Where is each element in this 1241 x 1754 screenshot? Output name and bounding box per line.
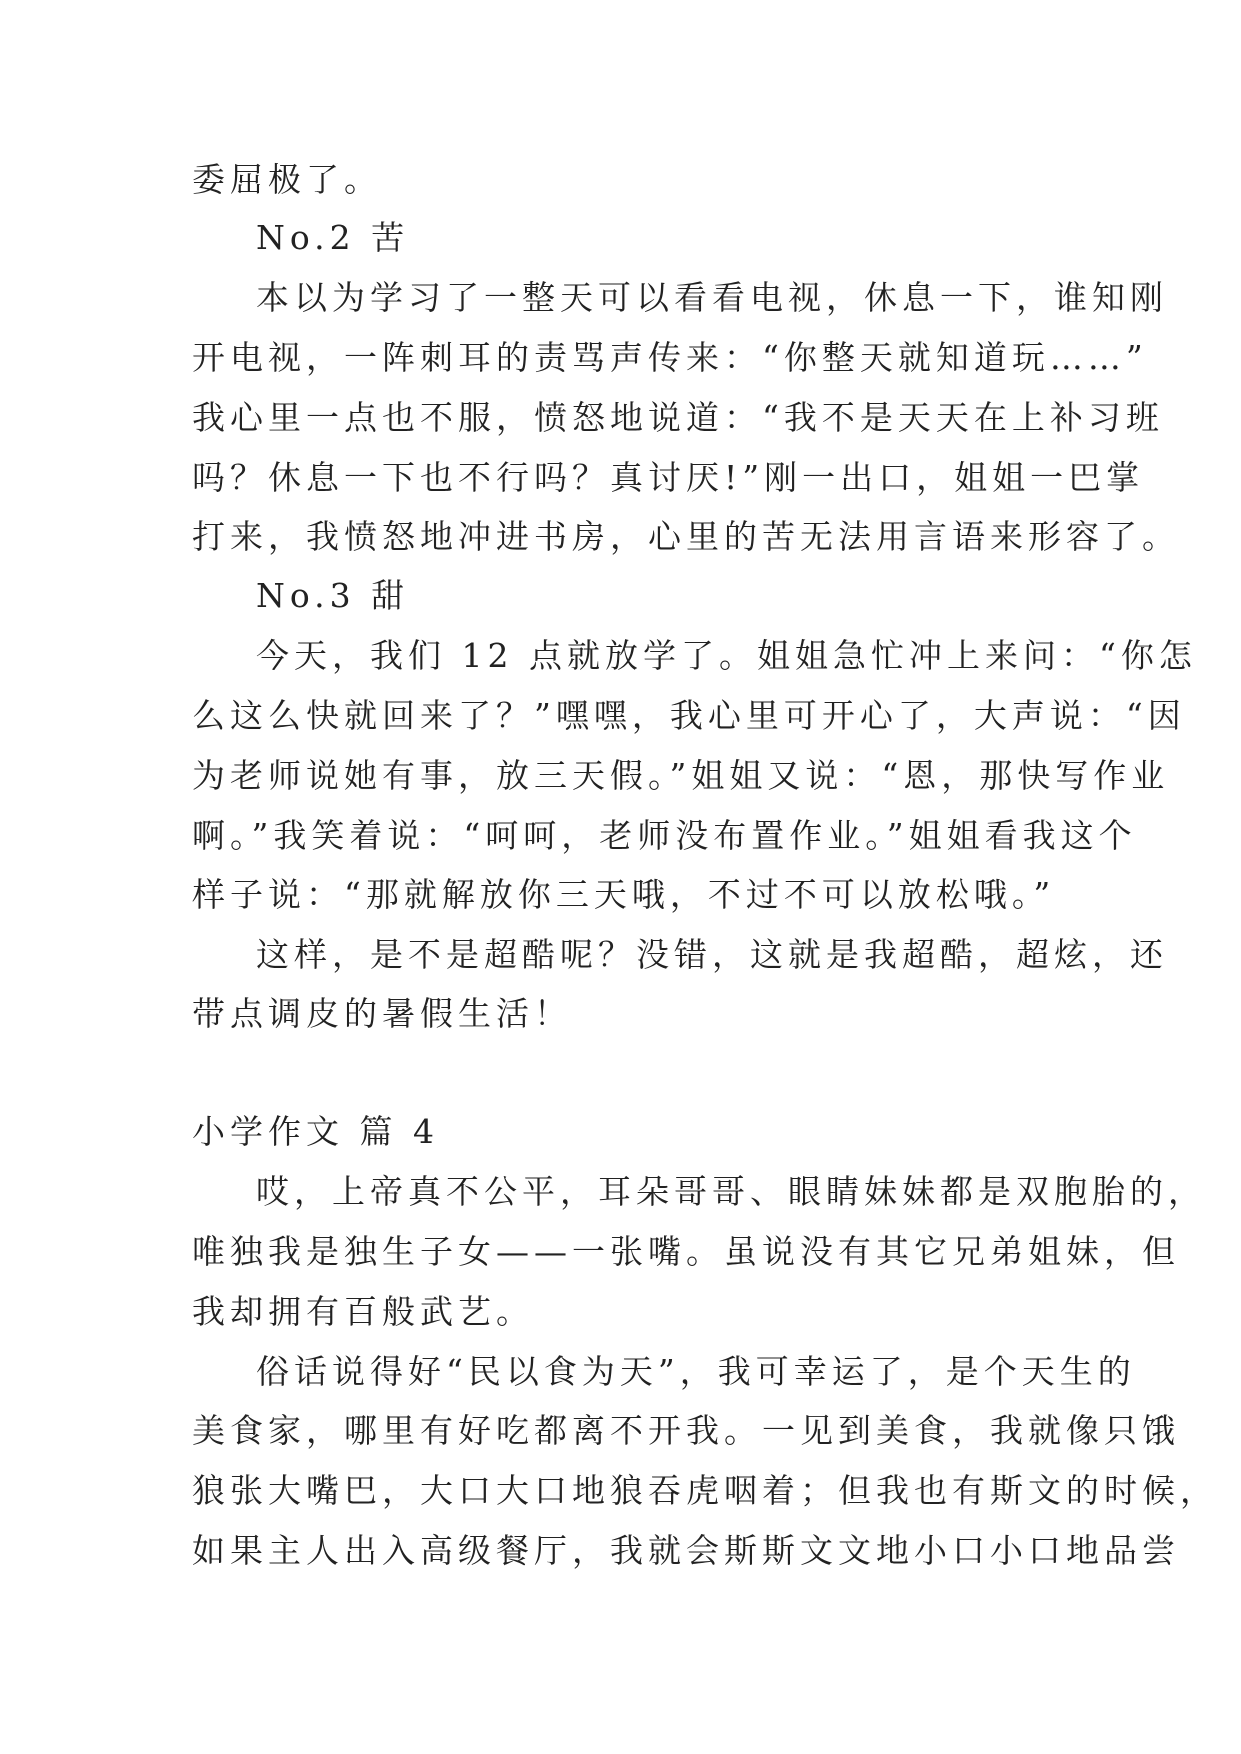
text-line: 为老师说她有事，放三天假。”姐姐又说：“恩，那快写作业: [192, 756, 1170, 795]
text-line: 我却拥有百般武艺。: [192, 1292, 534, 1331]
text-line: 带点调皮的暑假生活！: [192, 994, 572, 1033]
text-line: 唯独我是独生子女——一张嘴。虽说没有其它兄弟姐妹，但: [192, 1232, 1180, 1271]
text-line: 本以为学习了一整天可以看看电视，休息一下，谁知刚: [256, 278, 1168, 317]
text-line: 吗？休息一下也不行吗？真讨厌!”刚一出口，姐姐一巴掌: [192, 458, 1145, 497]
text-line: 啊。”我笑着说：“呵呵，老师没布置作业。”姐姐看我这个: [192, 816, 1137, 855]
text-line: 这样，是不是超酷呢？没错，这就是我超酷，超炫，还: [256, 935, 1168, 974]
text-line: 今天，我们 12 点就放学了。姐姐急忙冲上来问：“你怎: [256, 636, 1197, 675]
text-line: 我心里一点也不服，愤怒地说道：“我不是天天在上补习班: [192, 398, 1164, 437]
text-line: 打来，我愤怒地冲进书房，心里的苦无法用言语来形容了。: [192, 517, 1180, 556]
section-heading: No.2 苦: [256, 218, 410, 257]
text-line: 样子说：“那就解放你三天哦，不过不可以放松哦。”: [192, 875, 1056, 914]
text-line: 狼张大嘴巴，大口大口地狼吞虎咽着；但我也有斯文的时候，: [192, 1471, 1218, 1510]
text-line: 美食家，哪里有好吃都离不开我。一见到美食，我就像只饿: [192, 1411, 1180, 1450]
text-line: 如果主人出入高级餐厅，我就会斯斯文文地小口小口地品尝: [192, 1531, 1180, 1570]
article-heading: 小学作文 篇 4: [192, 1112, 439, 1151]
section-heading: No.3 甜: [256, 576, 410, 615]
text-line: 委屈极了。: [192, 160, 382, 199]
text-line: 哎，上帝真不公平，耳朵哥哥、眼睛妹妹都是双胞胎的，: [256, 1172, 1206, 1211]
text-line: 俗话说得好“民以食为天”，我可幸运了，是个天生的: [256, 1352, 1136, 1391]
text-line: 开电视，一阵刺耳的责骂声传来：“你整天就知道玩……”: [192, 338, 1148, 377]
text-line: 么这么快就回来了？”嘿嘿，我心里可开心了，大声说：“因: [192, 696, 1186, 735]
